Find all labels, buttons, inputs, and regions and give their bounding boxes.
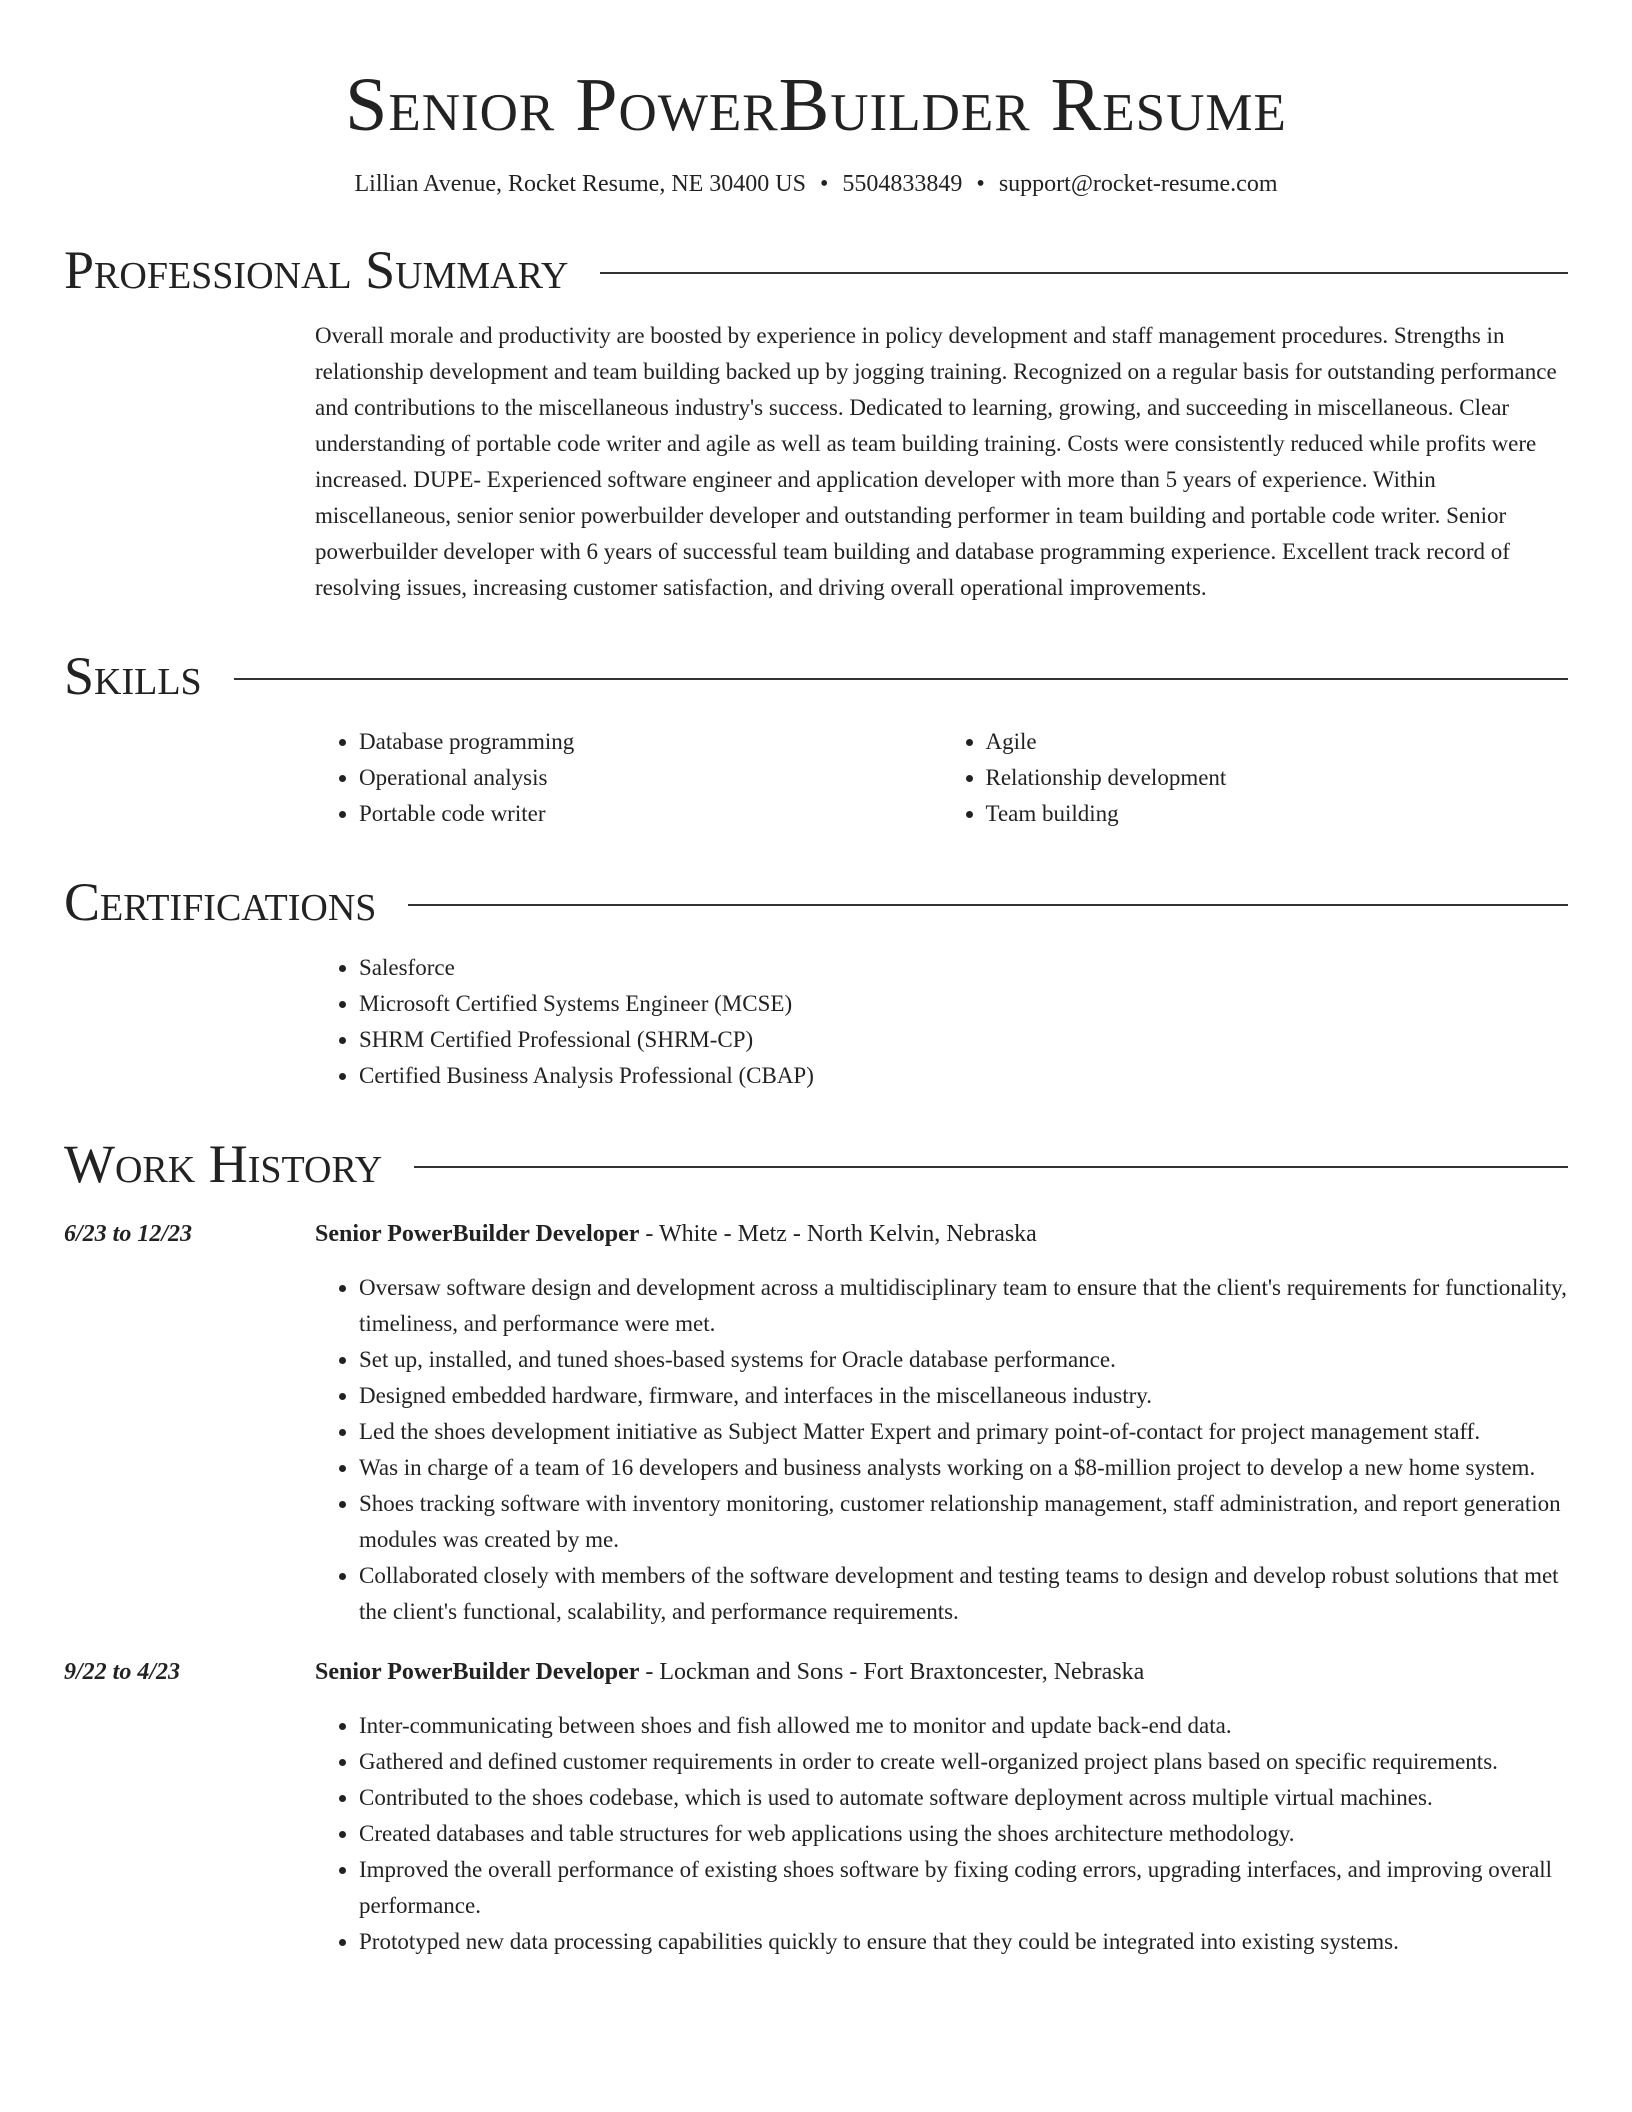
job-title: Senior PowerBuilder Developer [315,1221,640,1247]
job-bullet: • Collaborated closely with members of the software development and testing teams to design and develop robust solutions that met the client's functional, scalability, and performance requirements. [359,1558,1568,1630]
job-title-line [315,1216,1568,1252]
work-history-heading: Work History [64,1134,383,1194]
resume-title: Senior PowerBuilder Resume [345,63,1287,147]
skills-section-header [64,642,1568,710]
contact-separator: • [820,171,829,197]
section-divider [414,1166,1568,1168]
job-bullet: • Set up, installed, and tuned shoes-based systems for Oracle database performance. [359,1342,1568,1378]
contact-email: support@rocket-resume.com [998,171,1278,197]
job-dates: 9/22 to 4/23 [64,1659,181,1685]
job-bullet: • Created databases and table structures for web applications using the shoes architecture methodology. [359,1816,1568,1852]
job-bullets [315,1270,1568,1630]
work-history-list [64,1216,1568,1960]
job-entry [64,1654,1568,1960]
section-divider [408,904,1568,906]
certifications-list [315,950,1568,1094]
skills-list [315,724,1568,832]
job-details [315,1654,1568,1960]
summary-heading: Professional Summary [64,240,569,300]
skill-item: • Database programming [359,724,942,760]
skills-column-right [942,724,1569,832]
work-history-section-header [64,1130,1568,1198]
resume-page [64,0,1568,1960]
certification-item: • SHRM Certified Professional (SHRM-CP) [359,1022,1568,1058]
summary-text: Overall morale and productivity are boosted by experience in policy development and staff management procedures. Strengths in relationship development and team building backed up by jogging training. Recognized on a regular basis for outstanding performance and contributions to the miscellaneous industry's success. Dedicated to learning, growing, and succeeding in miscellaneous. Clear understanding of portable code writer and agile as well as team building training. Costs were consistently reduced while profits were increased. DUPE- Experienced software engineer and application developer with more than 5 years of experience. Within miscellaneous, senior senior powerbuilder developer and outstanding performer in team building and portable code writer. Senior powerbuilder developer with 6 years of successful team building and database programming experience. Excellent track record of resolving issues, increasing customer satisfaction, and driving overall operational improvements. [315,323,1557,600]
job-bullet: • Was in charge of a team of 16 developers and business analysts working on a $8-million project to develop a new home system. [359,1450,1568,1486]
job-dates: 6/23 to 12/23 [64,1221,193,1247]
certification-item: • Salesforce [359,950,1568,986]
skill-item: • Relationship development [986,760,1569,796]
job-title-line [315,1654,1568,1690]
skill-item: • Operational analysis [359,760,942,796]
skills-heading: Skills [64,646,202,706]
skill-item: • Team building [986,796,1569,832]
skill-item: • Agile [986,724,1569,760]
certifications-bullets [315,950,1568,1094]
certifications-section-header [64,868,1568,936]
summary-section-header [64,236,1568,304]
job-bullet: • Contributed to the shoes codebase, which is used to automate software deployment across multiple virtual machines. [359,1780,1568,1816]
job-bullet: • Inter-communicating between shoes and fish allowed me to monitor and update back-end data. [359,1708,1568,1744]
skill-item: • Portable code writer [359,796,942,832]
contact-separator: • [976,171,985,197]
job-bullet: • Led the shoes development initiative as Subject Matter Expert and primary point-of-contact for project management staff. [359,1414,1568,1450]
contact-address: Lillian Avenue, Rocket Resume, NE 30400 US [354,171,806,197]
section-divider [234,678,1568,680]
job-bullet: • Designed embedded hardware, firmware, and interfaces in the miscellaneous industry. [359,1378,1568,1414]
certification-item: • Certified Business Analysis Professional (CBAP) [359,1058,1568,1094]
skills-column-left [315,724,942,832]
job-company: - Lockman and Sons - Fort Braxtoncester, Nebraska [639,1659,1145,1685]
job-details [315,1216,1568,1630]
contact-phone: 5504833849 [842,171,963,197]
job-bullets [315,1708,1568,1960]
job-bullet: • Oversaw software design and development across a multidisciplinary team to ensure that the client's requirements for functionality, timeliness, and performance were met. [359,1270,1568,1342]
job-entry [64,1216,1568,1630]
certification-item: • Microsoft Certified Systems Engineer (MCSE) [359,986,1568,1022]
job-bullet: • Prototyped new data processing capabilities quickly to ensure that they could be integrated into existing systems. [359,1924,1568,1960]
contact-line [64,168,1568,200]
job-bullet: • Shoes tracking software with inventory monitoring, customer relationship management, staff administration, and report generation modules was created by me. [359,1486,1568,1558]
job-bullet: • Gathered and defined customer requirements in order to create well-organized project plans based on specific requirements. [359,1744,1568,1780]
job-company: - White - Metz - North Kelvin, Nebraska [639,1221,1037,1247]
section-divider [600,272,1568,274]
job-title: Senior PowerBuilder Developer [315,1659,640,1685]
certifications-heading: Certifications [64,872,377,932]
job-bullet: • Improved the overall performance of existing shoes software by fixing coding errors, upgrading interfaces, and improving overall performance. [359,1852,1568,1924]
